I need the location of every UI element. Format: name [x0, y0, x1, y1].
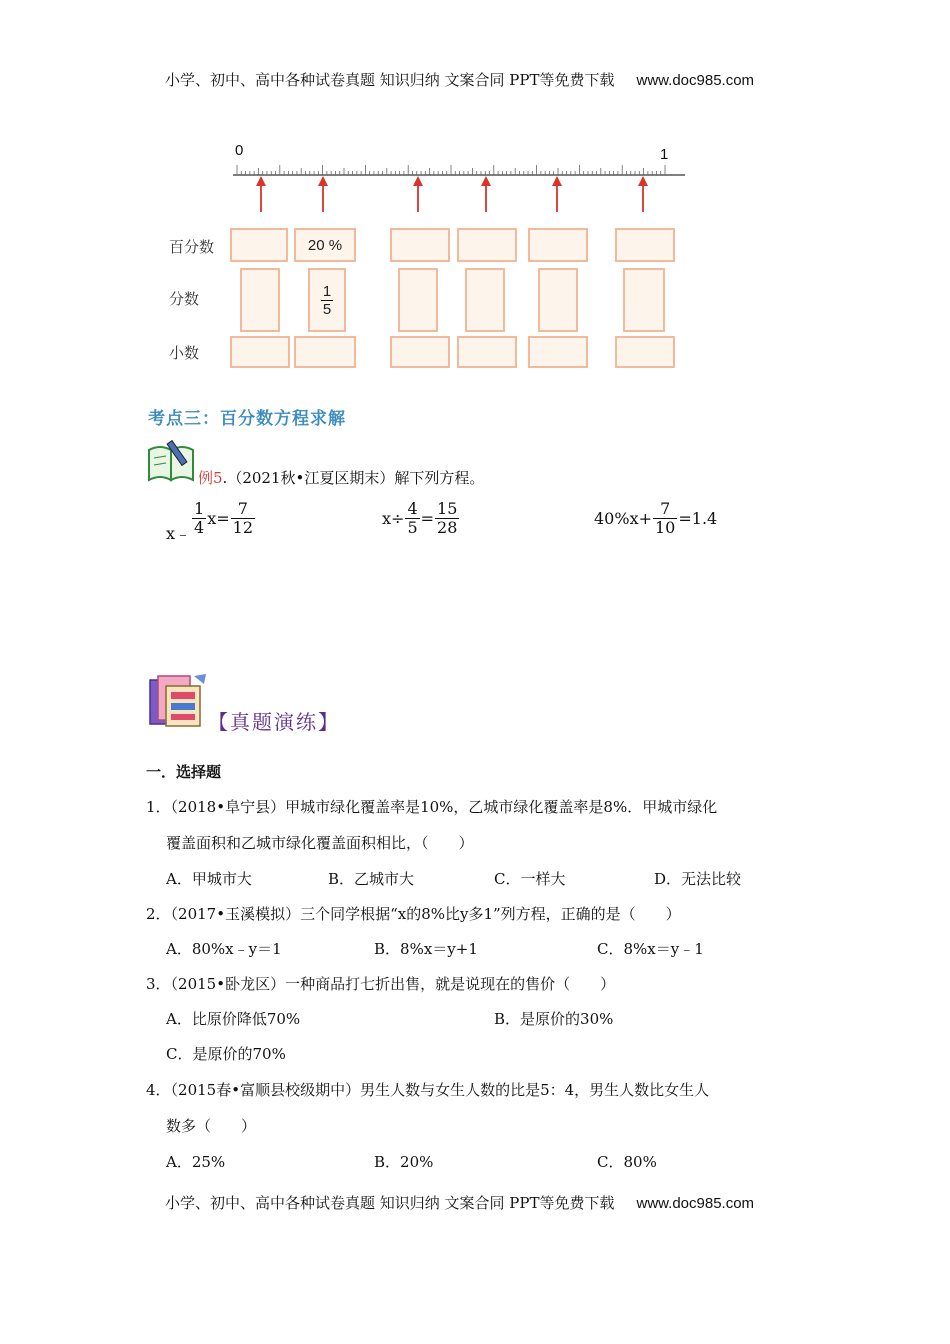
- percent-box-1: [230, 228, 288, 262]
- eq3-fnum: 7: [653, 500, 677, 519]
- fraction-box-1: [240, 268, 280, 332]
- q4-option-c: C．80%: [597, 1153, 657, 1171]
- eq2-result-fraction: [435, 500, 459, 537]
- equation-1: [166, 499, 256, 543]
- example-5-text: .（2021秋•江夏区期末）解下列方程。: [222, 469, 485, 487]
- arrow-head: [256, 176, 266, 186]
- equation-3: [594, 500, 717, 537]
- part-1-heading: 一．选择题: [146, 763, 222, 781]
- arrow-head: [552, 176, 562, 186]
- decimal-box-3: [390, 336, 450, 368]
- percent-box-2: [294, 228, 356, 262]
- arrow-head: [638, 176, 648, 186]
- fraction-example-den: 5: [322, 300, 332, 318]
- documents-svg: [146, 672, 208, 730]
- arrows: [256, 176, 648, 212]
- decimal-box-6: [615, 336, 675, 368]
- question-3-line1: 3．（2015•卧龙区）一种商品打七折出售，就是说现在的售价（ ）: [146, 975, 616, 993]
- eq2-rnum: 15: [437, 499, 458, 518]
- percent-box-6: [615, 228, 675, 262]
- question-1-line1: 1．（2018•阜宁县）甲城市绿化覆盖率是10%，乙城市绿化覆盖率是8%．甲城市绿化: [146, 798, 718, 816]
- q2-option-b: B．8%x＝y+1: [374, 940, 478, 958]
- fraction-example-num: 1: [322, 282, 332, 300]
- fraction-example: [321, 283, 333, 318]
- percent-box-5: [528, 228, 588, 262]
- percent-box-3: [390, 228, 450, 262]
- example-5: [198, 467, 484, 488]
- q3-option-c: C．是原价的70%: [166, 1045, 286, 1063]
- ruler-ticks: [237, 165, 665, 175]
- eq2-rden: 28: [437, 518, 458, 537]
- decimal-box-2: [294, 336, 356, 368]
- fraction-box-2: [308, 268, 346, 332]
- header-text: 小学、初中、高中各种试卷真题 知识归纳 文案合同 PPT等免费下载: [165, 71, 615, 89]
- header-url[interactable]: www.doc985.com: [636, 72, 755, 89]
- eq1-post: x=: [207, 509, 230, 528]
- q4-option-b: B．20%: [374, 1153, 434, 1171]
- eq1-rden: 12: [232, 518, 254, 537]
- fraction-box-4: [465, 268, 505, 332]
- page-header: [165, 69, 754, 90]
- percent-box-4: [457, 228, 517, 262]
- ruler-start-label: 0: [235, 142, 244, 159]
- notebook-pencil-svg: [146, 438, 198, 484]
- documents-icon: [146, 672, 208, 730]
- page-footer: [165, 1192, 754, 1213]
- question-1-line2: 覆盖面积和乙城市绿化覆盖面积相比，（ ）: [166, 834, 474, 852]
- q2-option-a: A．80%x﹣y＝1: [166, 940, 282, 958]
- q3-option-b: B．是原价的30%: [494, 1010, 614, 1028]
- ruler-end-label: 1: [660, 146, 669, 163]
- number-line-figure: [165, 140, 690, 375]
- notebook-pencil-icon: [146, 438, 198, 484]
- eq1-fden: 4: [194, 518, 205, 537]
- eq2-fraction: [405, 500, 419, 537]
- eq3-fden: 10: [655, 518, 676, 537]
- decimal-box-4: [457, 336, 517, 368]
- eq1-rnum: 7: [231, 500, 255, 519]
- eq1-fraction: [192, 500, 206, 537]
- percent-example: 20 %: [307, 236, 343, 254]
- eq1-pre: x﹣: [166, 524, 192, 543]
- fraction-box-6: [623, 268, 665, 332]
- equation-2: [382, 500, 460, 537]
- eq2-post: =: [420, 509, 435, 528]
- q1-option-d: D．无法比较: [654, 870, 742, 888]
- arrow-head: [481, 176, 491, 186]
- row-label-percent: 百分数: [169, 238, 215, 256]
- section-kaodian-3: 考点三：百分数方程求解: [148, 409, 346, 429]
- arrow-head: [413, 176, 423, 186]
- eq3-fraction: [653, 500, 677, 537]
- question-4-line2: 数多（ ）: [166, 1117, 257, 1135]
- eq1-result-fraction: [231, 500, 255, 537]
- q4-option-a: A．25%: [166, 1153, 226, 1171]
- q3-option-a: A．比原价降低70%: [166, 1010, 301, 1028]
- row-label-fraction: 分数: [169, 290, 200, 308]
- eq3-pre: 40%x+: [594, 509, 652, 528]
- q2-option-c: C．8%x＝y﹣1: [597, 940, 704, 958]
- question-2-line1: 2．（2017•玉溪模拟）三个同学根据“x的8%比y多1”列方程，正确的是（ ）: [146, 905, 681, 923]
- example-5-label: 例5: [198, 469, 223, 487]
- fraction-box-3: [398, 268, 438, 332]
- eq3-post: =1.4: [678, 509, 718, 528]
- practice-title: 【真题演练】: [208, 710, 340, 734]
- arrow-head: [318, 176, 328, 186]
- decimal-box-5: [528, 336, 588, 368]
- fraction-box-5: [538, 268, 578, 332]
- eq2-pre: x÷: [382, 509, 405, 528]
- q1-option-a: A．甲城市大: [166, 870, 252, 888]
- row-label-decimal: 小数: [169, 344, 200, 362]
- eq2-fden: 5: [407, 518, 418, 537]
- question-4-line1: 4．（2015春•富顺县校级期中）男生人数与女生人数的比是5：4，男生人数比女生人: [146, 1081, 710, 1099]
- decimal-box-1: [230, 336, 290, 368]
- eq2-fnum: 4: [407, 499, 418, 518]
- q1-option-b: B．乙城市大: [328, 870, 415, 888]
- footer-url[interactable]: www.doc985.com: [636, 1195, 755, 1212]
- eq1-fnum: 1: [194, 499, 205, 518]
- q1-option-c: C．一样大: [494, 870, 566, 888]
- footer-text: 小学、初中、高中各种试卷真题 知识归纳 文案合同 PPT等免费下载: [165, 1194, 615, 1212]
